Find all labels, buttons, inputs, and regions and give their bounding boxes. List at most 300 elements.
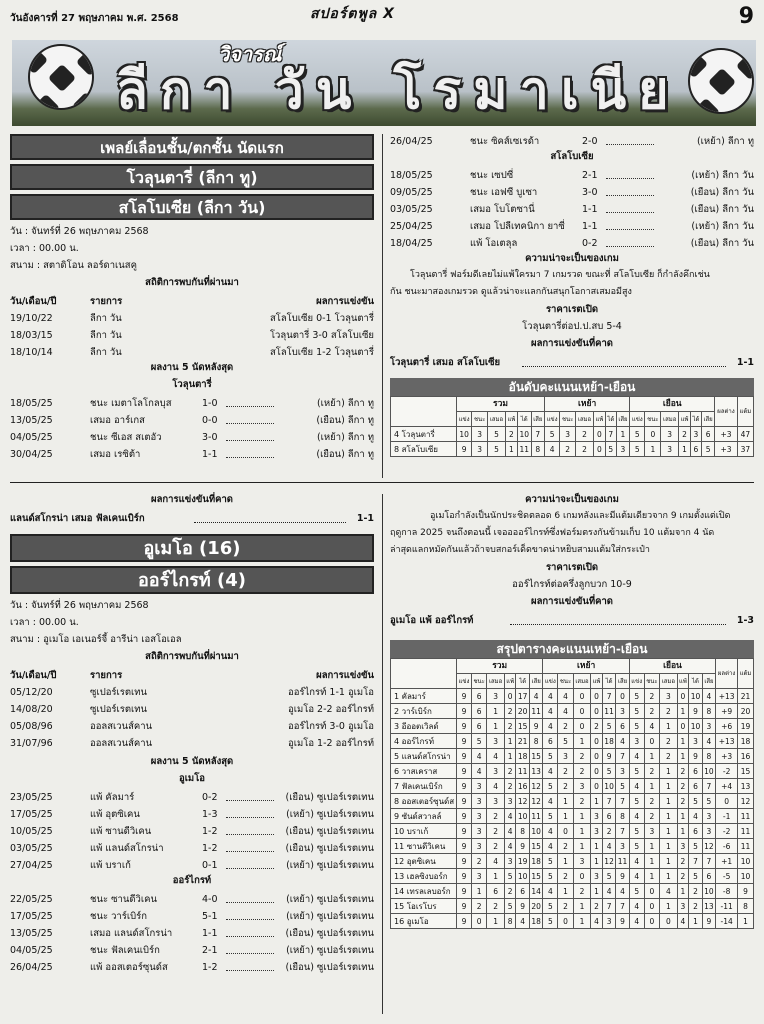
h2h-result: ออร์ไกรท์ 3-0 อูเมโอ	[288, 721, 374, 732]
table-cell: 3	[487, 689, 504, 704]
table-cell: 14	[529, 884, 542, 899]
form-date: 18/04/25	[390, 238, 433, 249]
table-group-label: รวม	[457, 659, 543, 674]
table-col-label: เสีย	[531, 412, 544, 427]
h2h-result: อูเมโอ 2-2 ออร์ไกรท์	[288, 704, 374, 715]
table-cell: 8	[531, 442, 544, 457]
table-cell: 4	[689, 809, 702, 824]
table-cell: 16	[738, 749, 754, 764]
table-cell: 5	[543, 809, 558, 824]
table-cell: 2	[573, 794, 590, 809]
table-col-label: ได้	[516, 674, 529, 689]
table-cell: 6	[543, 734, 558, 749]
team-name: 6 วาสเคราส	[391, 764, 457, 779]
form-date: 13/05/25	[10, 928, 53, 939]
h2h-date: 18/03/15	[10, 330, 53, 341]
table-cell: 2	[644, 704, 659, 719]
table-cell: 8	[702, 704, 715, 719]
form-score: 0-2	[202, 792, 218, 803]
table-cell: 1	[645, 442, 661, 457]
match1-right-column	[390, 134, 754, 457]
table-cell: 0	[591, 704, 603, 719]
table-cell: 7	[616, 899, 629, 914]
table-cell: 5	[543, 869, 558, 884]
match1-last5-title: ผลงาน 5 นัดหลังสุด	[150, 362, 234, 373]
form-venue: (เหย้า) ลีกา วัน	[691, 221, 754, 232]
table-cell: 9	[457, 839, 472, 854]
table-cell: 1	[505, 442, 517, 457]
match2-date: วัน : จันทร์ที่ 26 พฤษภาคม 2568	[10, 600, 149, 611]
table-cell: 11	[602, 704, 615, 719]
team-name: 16 อูเมโอ	[391, 914, 457, 929]
table-cell: 4	[629, 914, 644, 929]
table-cell: 2	[591, 899, 603, 914]
table-cell: 5	[689, 869, 702, 884]
h2h-competition: ซูเปอร์เรตเทน	[90, 704, 148, 715]
table-cell: 4	[543, 794, 558, 809]
table-cell: 4	[504, 839, 516, 854]
table-cell: 10	[738, 854, 754, 869]
table-cell: 3	[591, 809, 603, 824]
table-cell: 5	[629, 704, 644, 719]
dot-leader	[226, 398, 274, 407]
h2h-competition: ลีกา วัน	[90, 330, 122, 341]
table-cell: 3	[472, 427, 488, 442]
table-cell: 0	[573, 704, 590, 719]
table-cell: 18	[738, 734, 754, 749]
table-cell: 1	[487, 719, 504, 734]
team-name: 8 สโลโบเซีย	[391, 442, 457, 457]
form-row	[10, 447, 374, 464]
table-cell: 7	[602, 689, 615, 704]
table-cell: -14	[716, 914, 738, 929]
table-cell: 3	[616, 704, 629, 719]
table-cell: 4	[602, 884, 615, 899]
soccer-ball-icon	[28, 44, 94, 110]
table-cell: 1	[471, 884, 486, 899]
table-cell: 1	[591, 794, 603, 809]
table-col-label: เสีย	[616, 674, 629, 689]
table-cell: 0	[504, 689, 516, 704]
form-score: 4-0	[202, 894, 218, 905]
table-col-label: เสีย	[616, 412, 629, 427]
form-score: 1-1	[202, 928, 218, 939]
form-row	[10, 841, 374, 858]
table-col-label: ผลต่าง	[716, 659, 738, 689]
table-cell: +9	[716, 704, 738, 719]
table-cell: 13	[529, 764, 542, 779]
table-cell: +13	[716, 734, 738, 749]
table-cell: 4	[543, 704, 558, 719]
form-score: 0-2	[582, 238, 598, 249]
table-col-label: เสมอ	[660, 674, 677, 689]
form-date: 26/04/25	[390, 136, 433, 147]
table-cell: 7	[616, 794, 629, 809]
table-cell: 18	[529, 854, 542, 869]
dot-leader	[226, 945, 274, 954]
dot-leader	[226, 826, 274, 835]
table-cell: 2	[505, 427, 517, 442]
table-cell: 5	[602, 869, 615, 884]
column-divider	[382, 134, 383, 478]
form-date: 04/05/25	[10, 945, 53, 956]
table-cell: 1	[487, 914, 504, 929]
table-cell: 5	[629, 884, 644, 899]
table-cell: 6	[689, 824, 702, 839]
form-venue: (เยือน) ลีกา วัน	[690, 204, 754, 215]
table-cell: 9	[457, 689, 472, 704]
table-cell: -5	[716, 869, 738, 884]
table-col-label: เสมอ	[576, 412, 594, 427]
table-cell: 2	[660, 734, 677, 749]
h2h-row	[10, 345, 374, 362]
dot-leader	[226, 928, 274, 937]
table-cell: +6	[716, 719, 738, 734]
table-cell: 5	[605, 442, 616, 457]
table-cell: 1	[677, 749, 689, 764]
table-cell: 4	[543, 689, 558, 704]
table-cell: 1	[644, 854, 659, 869]
column-divider	[382, 494, 383, 1014]
table-row	[391, 427, 754, 442]
table-col-label: ชนะ	[558, 674, 573, 689]
match2-top-pred-title: ผลการแข่งขันที่คาด	[151, 494, 233, 505]
table-cell: -2	[716, 764, 738, 779]
table-col-label: ได้	[517, 412, 531, 427]
table-cell: 4	[543, 719, 558, 734]
table-cell: 2	[471, 854, 486, 869]
table-col-label: เสมอ	[573, 674, 590, 689]
table-cell: 3	[471, 794, 486, 809]
table-cell: 3	[591, 869, 603, 884]
table-cell: 4	[616, 884, 629, 899]
table-col-label: ชนะ	[560, 412, 576, 427]
table-cell: 3	[644, 824, 659, 839]
table-cell: 4	[677, 914, 689, 929]
match1-h2h-title: สถิติการพบกันที่ผ่านมา	[145, 277, 239, 288]
table-cell: 9	[457, 779, 472, 794]
table-cell: 1	[573, 914, 590, 929]
table-cell: +3	[716, 749, 738, 764]
table-cell: +4	[716, 779, 738, 794]
table-cell: 5	[689, 839, 702, 854]
match1-away-team: สโลโบเซีย (ลีกา วัน)	[10, 194, 374, 220]
table-cell: 0	[593, 442, 605, 457]
dot-leader	[226, 843, 274, 852]
dot-leader	[606, 136, 654, 145]
table-group-row	[391, 659, 754, 674]
table-cell: 1	[558, 884, 573, 899]
h2h-date: 31/07/96	[10, 738, 53, 749]
team-name: 7 ฟัลเคนเบิร์ก	[391, 779, 457, 794]
form-venue: (เยือน) ซูเปอร์เรตเทน	[285, 792, 374, 803]
table-cell: 1	[558, 854, 573, 869]
h2h-competition: ซูเปอร์เรตเทน	[90, 687, 148, 698]
table-row	[391, 899, 754, 914]
form-row	[390, 219, 754, 236]
table-cell: 2	[677, 794, 689, 809]
h2h-date: 19/10/22	[10, 313, 53, 324]
table-cell: 0	[591, 689, 603, 704]
table-cell: 4	[644, 719, 659, 734]
table-row	[391, 869, 754, 884]
match2-odds-title: ราคาเรตเปิด	[545, 562, 599, 573]
dot-leader	[606, 204, 654, 213]
form-date: 26/04/25	[10, 962, 53, 973]
match1-venue: สนาม : สตาดิโอน ลอร์ดาเนสคู	[10, 260, 137, 271]
match1-standings	[390, 378, 754, 457]
form-date: 22/05/25	[10, 894, 53, 905]
match1-date: วัน : จันทร์ที่ 26 พฤษภาคม 2568	[10, 226, 149, 237]
table-col-label: ชนะ	[645, 412, 661, 427]
table-cell: 3	[573, 854, 590, 869]
table-cell: 3	[660, 689, 677, 704]
form-row	[10, 943, 374, 960]
match2-away-last5	[10, 892, 374, 977]
form-venue: (เหย้า) ซูเปอร์เรตเทน	[286, 911, 374, 922]
table-cell: -11	[716, 899, 738, 914]
form-score: 2-1	[202, 945, 218, 956]
table-cell: 7	[702, 779, 715, 794]
table-row	[391, 734, 754, 749]
table-cell: 2	[558, 779, 573, 794]
table-cell: 1	[660, 854, 677, 869]
table-cell: 1	[591, 839, 603, 854]
dot-leader	[606, 187, 654, 196]
table-cell: 5	[543, 779, 558, 794]
form-row	[10, 790, 374, 807]
table-cell: 9	[457, 869, 472, 884]
table-cell: 9	[738, 884, 754, 899]
table-cell: 3	[487, 734, 504, 749]
form-result: ชนะ ซีเอส สเตอัว	[90, 432, 162, 443]
table-col-label: ได้	[690, 412, 701, 427]
table-cell: 9	[457, 719, 472, 734]
form-date: 09/05/25	[390, 187, 433, 198]
team-name: 4 โวลุนตารี่	[391, 427, 457, 442]
form-date: 27/04/25	[10, 860, 53, 871]
table-col-label: แข่ง	[629, 674, 644, 689]
match1-away-last5	[390, 168, 754, 253]
match2-preview-line1: อูเมโอกำลังเป็นนักประชิดตลอด 6 เกมหลังและมีแต้มเดียวจาก 9 เกมตั้งแต่เปิด	[430, 511, 731, 521]
form-score: 0-0	[202, 415, 218, 426]
form-result: แพ้ ซานดีวิเคน	[90, 826, 152, 837]
form-venue: (เหย้า) ซูเปอร์เรตเทน	[286, 860, 374, 871]
table-cell: 0	[645, 427, 661, 442]
table-cell: 3	[558, 749, 573, 764]
match2-home-team: อูเมโอ (16)	[10, 534, 374, 562]
table-cell: 1	[677, 824, 689, 839]
match1-h2h-list	[10, 311, 374, 362]
table-cell: 2	[504, 719, 516, 734]
form-venue: (เหย้า) ลีกา วัน	[691, 170, 754, 181]
table-cell: -8	[716, 884, 738, 899]
team-name: 2 วาร์เบิร์ก	[391, 704, 457, 719]
table-cell: 2	[558, 869, 573, 884]
table-cell: 9	[516, 839, 529, 854]
dot-leader	[606, 221, 654, 230]
table-cell: 2	[576, 427, 594, 442]
table-cell: 4	[487, 854, 504, 869]
match2-away-name: ออร์ไกรท์	[172, 875, 212, 886]
form-result: แพ้ แลนด์สโกรน่า	[90, 843, 164, 854]
form-row	[390, 134, 754, 151]
table-cell: 5	[602, 764, 615, 779]
form-score: 1-3	[202, 809, 218, 820]
table-cell: 47	[737, 427, 753, 442]
table-cell: 12	[738, 794, 754, 809]
table-cell: 2	[660, 704, 677, 719]
table-group-label: เยือน	[630, 397, 715, 412]
match2-standings	[390, 640, 754, 929]
table-cell: 7	[616, 824, 629, 839]
table-row	[391, 749, 754, 764]
table-cell: 4	[602, 839, 615, 854]
h2h-row	[10, 736, 374, 753]
match2-odds: ออร์ไกรท์ต่อครึ่งลูกบวก 10-9	[512, 579, 632, 590]
team-name: 13 เฮลซิงบอร์ก	[391, 869, 457, 884]
table-col-label: แพ้	[591, 674, 603, 689]
table-cell: 10	[702, 764, 715, 779]
table-cell: 1	[660, 869, 677, 884]
table-cell: 1	[644, 749, 659, 764]
table-cell: 3	[677, 839, 689, 854]
table-cell: +13	[716, 689, 738, 704]
table-cell: 6	[702, 869, 715, 884]
team-name: 15 โอเรโบร	[391, 899, 457, 914]
table-cell: 15	[516, 719, 529, 734]
table-cell: 11	[738, 824, 754, 839]
table-cell: 9	[616, 869, 629, 884]
table-cell: 9	[457, 734, 472, 749]
table-cell: 2	[487, 839, 504, 854]
table-cell: 3	[504, 794, 516, 809]
table-cell: 5	[629, 824, 644, 839]
table-cell: 3	[702, 824, 715, 839]
form-result: แพ้ อุตซิเคน	[90, 809, 140, 820]
form-score: 1-1	[582, 204, 598, 215]
match1-left-column	[10, 134, 374, 464]
form-score: 2-0	[582, 136, 598, 147]
table-cell: 5	[543, 854, 558, 869]
form-row	[10, 892, 374, 909]
table-cell: 1	[660, 719, 677, 734]
form-date: 25/04/25	[390, 221, 433, 232]
table-cell: 2	[573, 764, 590, 779]
table-group-row	[391, 397, 754, 412]
table-cell: 2	[487, 824, 504, 839]
form-score: 2-1	[582, 170, 598, 181]
table-col-label: แพ้	[505, 412, 517, 427]
match2-h2h-header: วัน/เดือน/ปี รายการ ผลการแข่งขัน	[10, 670, 374, 681]
form-venue: (เหย้า) ลีกา ทู	[316, 432, 374, 443]
team-name: 1 คัลมาร์	[391, 689, 457, 704]
table-cell: 3	[661, 442, 679, 457]
table-cell: 1	[558, 809, 573, 824]
table-cell: 1	[573, 734, 590, 749]
table-cell: 5	[558, 734, 573, 749]
table-col-label: ชนะ	[472, 412, 488, 427]
table-cell: 7	[616, 749, 629, 764]
table-cell: 3	[471, 869, 486, 884]
table-cell: 0	[573, 689, 590, 704]
table-cell: 0	[644, 914, 659, 929]
table-cell: 10	[738, 869, 754, 884]
table-cell: 9	[457, 442, 472, 457]
table-cell: 1	[689, 914, 702, 929]
h2h-result: สโลโบเซีย 1-2 โวลุนตารี่	[269, 347, 374, 358]
table-cell: 4	[516, 914, 529, 929]
form-venue: (เหย้า) ซูเปอร์เรตเทน	[286, 894, 374, 905]
table-cell: 3	[573, 779, 590, 794]
match2-h2h-list	[10, 685, 374, 753]
table-cell: 3	[471, 809, 486, 824]
page-number: 9	[738, 4, 754, 29]
table-cell: 1	[677, 809, 689, 824]
table-cell: 2	[689, 884, 702, 899]
table-cell: 8	[516, 824, 529, 839]
form-venue: (เยือน) ซูเปอร์เรตเทน	[285, 962, 374, 973]
table-cell: 12	[529, 794, 542, 809]
table-cell: 2	[679, 427, 691, 442]
form-row	[10, 858, 374, 875]
match1-odds-title: ราคาเรตเปิด	[545, 304, 599, 315]
table-cell: 2	[644, 809, 659, 824]
table-col-label: แพ้	[679, 412, 691, 427]
table-cell: 2	[689, 899, 702, 914]
table-cell: 1	[660, 899, 677, 914]
table-cell: 6	[689, 779, 702, 794]
form-date: 18/05/25	[390, 170, 433, 181]
team-name: 8 ออสเตอร์ซุนด์ส	[391, 794, 457, 809]
form-date: 10/05/25	[10, 826, 53, 837]
form-venue: (เยือน) ซูเปอร์เรตเทน	[285, 843, 374, 854]
match1-prediction: โวลุนตารี่ เสมอ สโลโบเซีย 1-1	[390, 357, 754, 368]
match2-standings-table	[390, 658, 754, 929]
table-cell: 17	[516, 689, 529, 704]
h2h-row	[10, 311, 374, 328]
table-cell: 37	[737, 442, 753, 457]
form-result: แพ้ โอเตลุล	[470, 238, 518, 249]
form-result: ชนะ ซิคส์เซเรด้า	[470, 136, 540, 147]
table-cell: 1	[504, 749, 516, 764]
table-cell: 0	[677, 719, 689, 734]
table-cell: 3	[702, 719, 715, 734]
table-cell: 9	[457, 704, 472, 719]
table-cell: 2	[504, 764, 516, 779]
table-cell: 1	[644, 839, 659, 854]
table-cell: 3	[471, 824, 486, 839]
table-cell: 1	[591, 854, 603, 869]
table-col-label: เสมอ	[487, 674, 504, 689]
team-name: 5 แลนด์สโกรน่า	[391, 749, 457, 764]
table-cell: 9	[457, 809, 472, 824]
h2h-result: โวลุนตารี่ 3-0 สโลโบเซีย	[269, 330, 374, 341]
table-cell: 20	[516, 704, 529, 719]
table-cell: 9	[689, 704, 702, 719]
table-cell: 3	[591, 824, 603, 839]
table-cell: 5	[701, 442, 714, 457]
table-cell: -2	[716, 824, 738, 839]
dot-leader	[606, 170, 654, 179]
form-result: ชนะ เมตาโลโกลบุส	[90, 398, 172, 409]
table-cell: 0	[591, 779, 603, 794]
table-cell: 5	[629, 794, 644, 809]
form-score: 5-1	[202, 911, 218, 922]
table-cell: 9	[457, 824, 472, 839]
table-cell: 0	[644, 899, 659, 914]
table-cell: 0	[660, 914, 677, 929]
